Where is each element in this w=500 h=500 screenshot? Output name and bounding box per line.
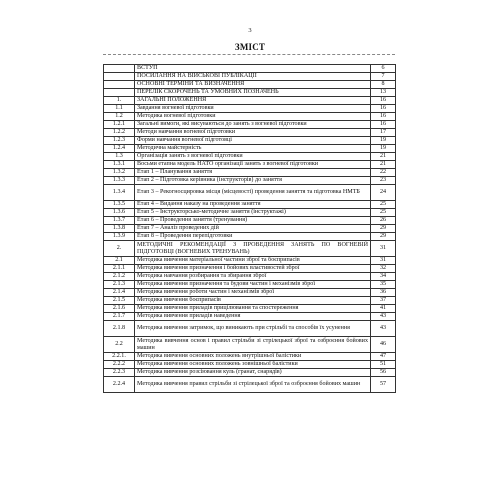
toc-page-number: 22 (371, 169, 396, 177)
toc-row (104, 105, 396, 113)
toc-row (104, 209, 396, 217)
toc-page-number: 19 (371, 137, 396, 145)
toc-section-number: 2.2.4 (104, 377, 135, 393)
toc-section-title: ПЕРЕЛІК СКОРОЧЕНЬ ТА УМОВНИХ ПОЗНАЧЕНЬ (135, 89, 371, 97)
toc-page-number: 16 (371, 121, 396, 129)
toc-section-title: Методична майстерність (135, 145, 371, 153)
toc-row (104, 89, 396, 97)
toc-section-title: Методика вивчення призначення і бойових властивостей зброї (135, 265, 371, 273)
toc-row (104, 121, 396, 129)
toc-row (104, 185, 396, 201)
toc-page-number: 47 (371, 353, 396, 361)
toc-row (104, 137, 396, 145)
toc-page-number: 6 (371, 65, 396, 73)
toc-row (104, 97, 396, 105)
toc-page-number: 43 (371, 321, 396, 337)
toc-page-number: 25 (371, 209, 396, 217)
toc-page-number: 21 (371, 161, 396, 169)
toc-page-number: 37 (371, 297, 396, 305)
toc-section-number: 1.3.7 (104, 217, 135, 225)
toc-section-title: Етап 6 – Проведення заняття (тренування) (135, 217, 371, 225)
toc-section-number: 1.2.4 (104, 145, 135, 153)
toc-page-number: 16 (371, 105, 396, 113)
toc-row (104, 305, 396, 313)
toc-section-number: 1. (104, 97, 135, 105)
toc-section-title: ОСНОВНІ ТЕРМІНИ ТА ВИЗНАЧЕННЯ (135, 81, 371, 89)
toc-section-number: 2.1.6 (104, 305, 135, 313)
toc-section-title: ПОСИЛАННЯ НА ВІЙСЬКОВІ ПУБЛІКАЦІЇ (135, 73, 371, 81)
toc-section-title: Методика вивчення матеріальної частини зброї та боєприпасів (135, 257, 371, 265)
toc-section-number: 1.2 (104, 113, 135, 121)
toc-section-title: Методика вивчення основ і правил стрільби зі стрілецької зброї та озброєння бойових машин (135, 337, 371, 353)
toc-row (104, 225, 396, 233)
toc-row (104, 289, 396, 297)
toc-row (104, 361, 396, 369)
toc-row (104, 353, 396, 361)
toc-page-number: 57 (371, 377, 396, 393)
toc-row (104, 321, 396, 337)
toc-section-title: Загальні вимоги, які висуваються до занять з вогневої підготовки (135, 121, 371, 129)
toc-page-number: 17 (371, 129, 396, 137)
toc-page-number: 41 (371, 305, 396, 313)
toc-section-number: 2.2.3 (104, 369, 135, 377)
toc-section-title: Етап 1 – Планування заняття (135, 169, 371, 177)
toc-row (104, 257, 396, 265)
toc-row (104, 337, 396, 353)
toc-section-number: 1.1 (104, 105, 135, 113)
toc-section-title: Організація занять з вогневої підготовки (135, 153, 371, 161)
toc-section-number (104, 65, 135, 73)
toc-page-number: 25 (371, 201, 396, 209)
page-number: 3 (248, 27, 252, 34)
toc-page-number: 31 (371, 257, 396, 265)
toc-section-number: 2.2 (104, 337, 135, 353)
toc-section-title: Методика вивчення приладів наведення (135, 313, 371, 321)
toc-section-number: 2.2.2 (104, 361, 135, 369)
toc-page-number: 19 (371, 145, 396, 153)
toc-row (104, 129, 396, 137)
toc-section-title: Етап 3 – Рекогносцировка місця (місцевості) проведення заняття та підготовка НМТБ (135, 185, 371, 201)
toc-section-number: 2.1.7 (104, 313, 135, 321)
toc-section-number: 2.2.1. (104, 353, 135, 361)
toc-section-number: 1.3.3 (104, 177, 135, 185)
toc-section-number (104, 81, 135, 89)
toc-section-title: Методика навчання розбирання та збирання зброї (135, 273, 371, 281)
toc-section-title: ВСТУП (135, 65, 371, 73)
toc-page-number: 29 (371, 233, 396, 241)
toc-section-title: Етап 2 – Підготовка керівника (інструкторів) до заняття (135, 177, 371, 185)
toc-section-title: Методика вивчення приладів прицілювання та спостереження (135, 305, 371, 313)
toc-section-title: Етап 7 – Аналіз проведених дій (135, 225, 371, 233)
toc-section-title: Методика вогневої підготовки (135, 113, 371, 121)
toc-section-number: 1.2.3 (104, 137, 135, 145)
toc-row (104, 297, 396, 305)
toc-section-number: 2. (104, 241, 135, 257)
toc-section-title: Методи навчання вогневої підготовки (135, 129, 371, 137)
toc-row (104, 145, 396, 153)
toc-section-number: 2.1 (104, 257, 135, 265)
toc-section-number (104, 89, 135, 97)
toc-section-number: 2.1.8 (104, 321, 135, 337)
toc-row (104, 233, 396, 241)
toc-section-number: 1.3.8 (104, 225, 135, 233)
toc-page-number: 34 (371, 273, 396, 281)
toc-section-number: 2.1.5 (104, 297, 135, 305)
toc-row (104, 153, 396, 161)
toc-page-number: 43 (371, 313, 396, 321)
toc-section-title: Методика вивчення призначення та будови частин і механізмів зброї (135, 281, 371, 289)
toc-section-number: 1.3.2 (104, 169, 135, 177)
toc-row (104, 177, 396, 185)
toc-section-title: Методика вивчення роботи частин і механізмів зброї (135, 289, 371, 297)
toc-page-number: 29 (371, 225, 396, 233)
toc-page-number: 31 (371, 241, 396, 257)
toc-page-number: 35 (371, 281, 396, 289)
toc-row (104, 281, 396, 289)
toc-page-number: 56 (371, 369, 396, 377)
dashed-divider (103, 54, 395, 55)
toc-section-number: 1.3.4 (104, 185, 135, 201)
toc-section-title: Завдання вогневої підготовки (135, 105, 371, 113)
toc-row (104, 313, 396, 321)
toc-page-number: 8 (371, 81, 396, 89)
toc-page-number: 51 (371, 361, 396, 369)
toc-row (104, 265, 396, 273)
toc-section-title: Форми навчання вогневої підготовці (135, 137, 371, 145)
toc-section-number: 1.3.6 (104, 209, 135, 217)
toc-page-number: 13 (371, 89, 396, 97)
toc-section-title: Методика вивчення основних положень внутрішньої балістики (135, 353, 371, 361)
toc-row (104, 241, 396, 257)
toc-section-title: Методика вивчення затримок, що виникають при стрільбі та способів їх усунення (135, 321, 371, 337)
toc-page-number: 26 (371, 217, 396, 225)
toc-section-number: 2.1.1 (104, 265, 135, 273)
toc-title: ЗМІСТ (234, 42, 266, 52)
toc-section-title: МЕТОДИЧНІ РЕКОМЕНДАЦІЇ З ПРОВЕДЕННЯ ЗАНЯТЬ ПО ВОГНЕВІЙ ПІДГОТОВЦІ (ВОГНЕВИХ ТРЕНУВАНЬ) (135, 241, 371, 257)
toc-section-title: Методика вивчення правил стрільби зі стрілецької зброї та озброєння бойових машин (135, 377, 371, 393)
toc-section-number: 2.1.2 (104, 273, 135, 281)
toc-page-number: 16 (371, 97, 396, 105)
toc-section-number: 1.3 (104, 153, 135, 161)
toc-section-title: Етап 8 – Проведення перепідготовки (135, 233, 371, 241)
table-of-contents (103, 64, 396, 393)
toc-page-number: 21 (371, 153, 396, 161)
toc-section-title: Методика вивчення боєприпасів (135, 297, 371, 305)
toc-section-number: 2.1.3 (104, 281, 135, 289)
toc-page-number: 16 (371, 113, 396, 121)
toc-section-title: Методика вивчення розсіювання куль (гранат, снарядів) (135, 369, 371, 377)
toc-section-number: 1.2.2 (104, 129, 135, 137)
toc-row (104, 377, 396, 393)
toc-row (104, 201, 396, 209)
toc-page-number: 36 (371, 289, 396, 297)
toc-row (104, 273, 396, 281)
toc-section-title: Етап 5 – Інструкторсько-методичне заняття (інструктажі) (135, 209, 371, 217)
toc-section-title: ЗАГАЛЬНІ ПОЛОЖЕННЯ (135, 97, 371, 105)
toc-row (104, 217, 396, 225)
toc-page-number: 23 (371, 177, 396, 185)
toc-page-number: 46 (371, 337, 396, 353)
toc-section-number (104, 73, 135, 81)
toc-section-number: 2.1.4 (104, 289, 135, 297)
toc-section-number: 1.2.1 (104, 121, 135, 129)
toc-body (104, 65, 396, 393)
toc-page-number: 32 (371, 265, 396, 273)
toc-section-number: 1.3.9 (104, 233, 135, 241)
toc-row (104, 369, 396, 377)
toc-row (104, 113, 396, 121)
toc-row (104, 73, 396, 81)
toc-section-title: Етап 4 – Видання наказу на проведення заняття (135, 201, 371, 209)
toc-row (104, 65, 396, 73)
toc-row (104, 169, 396, 177)
toc-page-number: 24 (371, 185, 396, 201)
toc-section-number: 1.3.1 (104, 161, 135, 169)
toc-row (104, 161, 396, 169)
toc-page-number: 7 (371, 73, 396, 81)
toc-section-title: Восьми етапна модель НАТО організації занять з вогневої підготовки (135, 161, 371, 169)
toc-section-title: Методика вивчення основних положень зовнішньої балістики (135, 361, 371, 369)
toc-row (104, 81, 396, 89)
toc-section-number: 1.3.5 (104, 201, 135, 209)
